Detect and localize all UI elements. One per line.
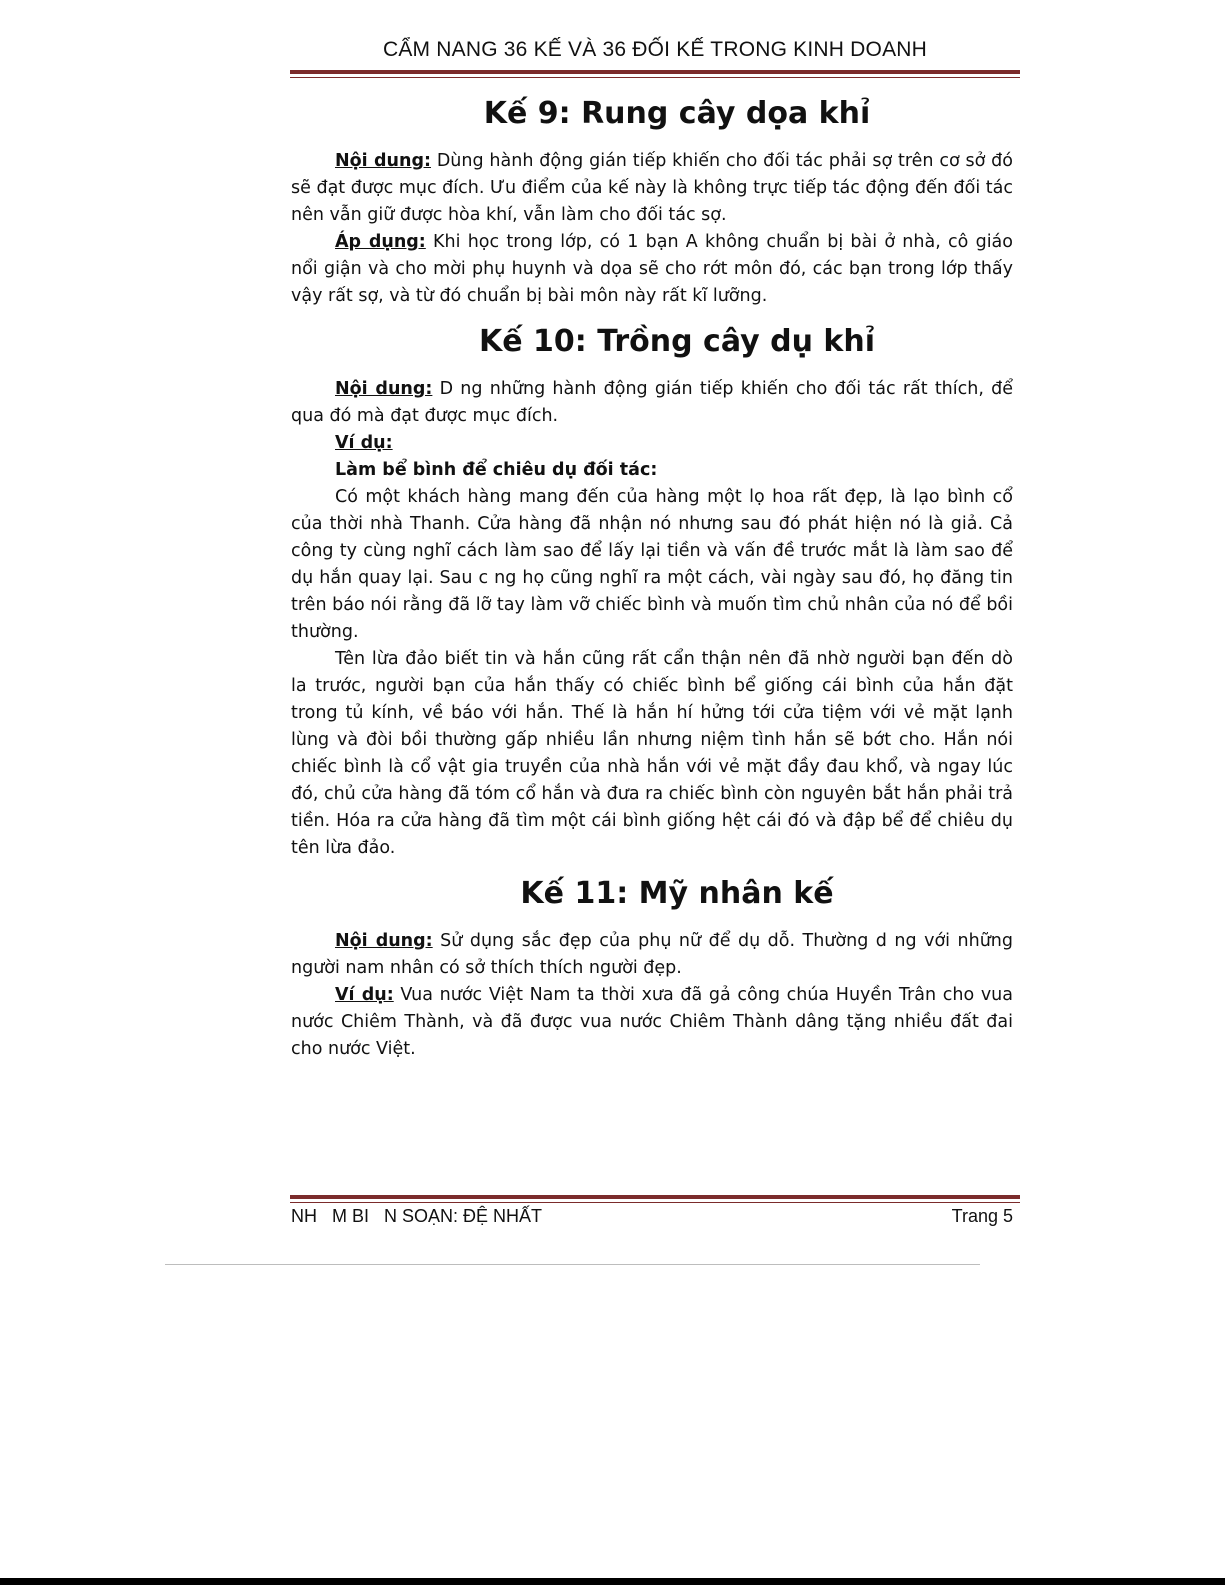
- bottom-edge-bar: [0, 1578, 1225, 1585]
- noi-dung-label: Nội dung:: [335, 379, 433, 399]
- story-paragraph-2: Tên lừa đảo biết tin và hắn cũng rất cẩn thận nên đã nhờ người bạn đến dò la trước, người bạn của hắn thấy có chiếc bình bể giống cái bình của hắn đặt trong tủ kính, về báo với hắn. Thế là hắn hí hửng tới cửa tiệm với vẻ mặt lạnh lùng và đòi bồi thường gấp nhiều lần nhưng niệm tình hắn sẽ bớt cho. Hắn nói chiếc bình là cổ vật gia truyền của nhà hắn với vẻ mặt đầy đau khổ, và ngay lúc đó, chủ cửa hàng đã tóm cổ hắn và đưa ra chiếc bình còn nguyên bắt hắn phải trả tiền. Hóa ra cửa hàng đã tìm một cái bình giống hệt cái đó và đập bể để chiêu dụ tên lừa đảo.: [291, 649, 1013, 858]
- noi-dung-text: Sử dụng sắc đẹp của phụ nữ để dụ dỗ. Thường d ng với những người nam nhân có sở thích thích người đẹp.: [291, 931, 1013, 978]
- section-ke-11: [291, 876, 1013, 1063]
- page-footer: [291, 1206, 1013, 1227]
- noi-dung-text: Dùng hành động gián tiếp khiến cho đối tác phải sợ trên cơ sở đó sẽ đạt được mục đích. Ưu điểm của kế này là không trực tiếp tác động đến đối tác nên vẫn giữ được hòa khí, vẫn làm cho đối tác sợ.: [291, 151, 1013, 225]
- ap-dung-paragraph: [291, 229, 1013, 310]
- noi-dung-paragraph: [291, 376, 1013, 430]
- noi-dung-paragraph: [291, 928, 1013, 982]
- vi-du-text: Vua nước Việt Nam ta thời xưa đã gả công chúa Huyền Trân cho vua nước Chiêm Thành, và đã được vua nước Chiêm Thành dâng tặng nhiều đất đai cho nước Việt.: [291, 985, 1013, 1059]
- footer-rule-thick: [290, 1195, 1020, 1199]
- section-title: Kế 9: Rung cây dọa khỉ: [483, 96, 871, 131]
- noi-dung-label: Nội dung:: [335, 931, 433, 951]
- vi-du-label: Ví dụ:: [335, 985, 394, 1005]
- section-title: Kế 10: Trồng cây dụ khỉ: [478, 324, 876, 359]
- header-rule-thick: [290, 70, 1020, 74]
- noi-dung-paragraph: [291, 148, 1013, 229]
- page-number: Trang 5: [951, 1206, 1013, 1226]
- story-paragraph-1: Có một khách hàng mang đến của hàng một lọ hoa rất đẹp, là lạo bình cổ của thời nhà Thanh. Cửa hàng đã nhận nó nhưng sau đó phát hiện nó là giả. Cả công ty cùng nghĩ cách làm sao để lấy lại tiền và vấn đề trước mắt là làm sao để dụ hắn quay lại. Sau c ng họ cũng nghĩ ra một cách, vài ngày sau đó, họ đăng tin trên báo nói rằng đã lỡ tay làm vỡ chiếc bình và muốn tìm chủ nhân của nó để bồi thường.: [291, 487, 1013, 642]
- ap-dung-label: Áp dụng:: [335, 232, 426, 252]
- document-body: [291, 88, 1013, 1063]
- sub-heading-text: Làm bể bình để chiêu dụ đối tác:: [335, 460, 658, 480]
- header-rule-thin: [290, 77, 1020, 78]
- noi-dung-label: Nội dung:: [335, 151, 431, 171]
- page-header-title: CẨM NANG 36 KẾ VÀ 36 ĐỐI KẾ TRONG KINH DOANH: [382, 38, 928, 61]
- section-ke-10: [291, 324, 1013, 862]
- vi-du-paragraph: [291, 982, 1013, 1063]
- ap-dung-text: Khi học trong lớp, có 1 bạn A không chuẩn bị bài ở nhà, cô giáo nổi giận và cho mời phụ huynh và dọa sẽ cho rớt môn đó, các bạn trong lớp thấy vậy rất sợ, và từ đó chuẩn bị bài môn này rất kĩ lưỡng.: [291, 232, 1013, 306]
- noi-dung-text: D ng những hành động gián tiếp khiến cho đối tác rất thích, để qua đó mà đạt được mục đích.: [291, 379, 1013, 426]
- section-title: Kế 11: Mỹ nhân kế: [520, 876, 834, 911]
- footer-rule-thin: [290, 1202, 1020, 1203]
- vi-du-label: Ví dụ:: [335, 433, 393, 453]
- page-separator-line: [165, 1264, 980, 1265]
- vi-du-paragraph: [291, 430, 1013, 457]
- section-ke-9: [291, 96, 1013, 310]
- sub-heading: [291, 457, 1013, 484]
- footer-author: NH M BI N SOẠN: ĐỆ NHẤT: [291, 1206, 543, 1226]
